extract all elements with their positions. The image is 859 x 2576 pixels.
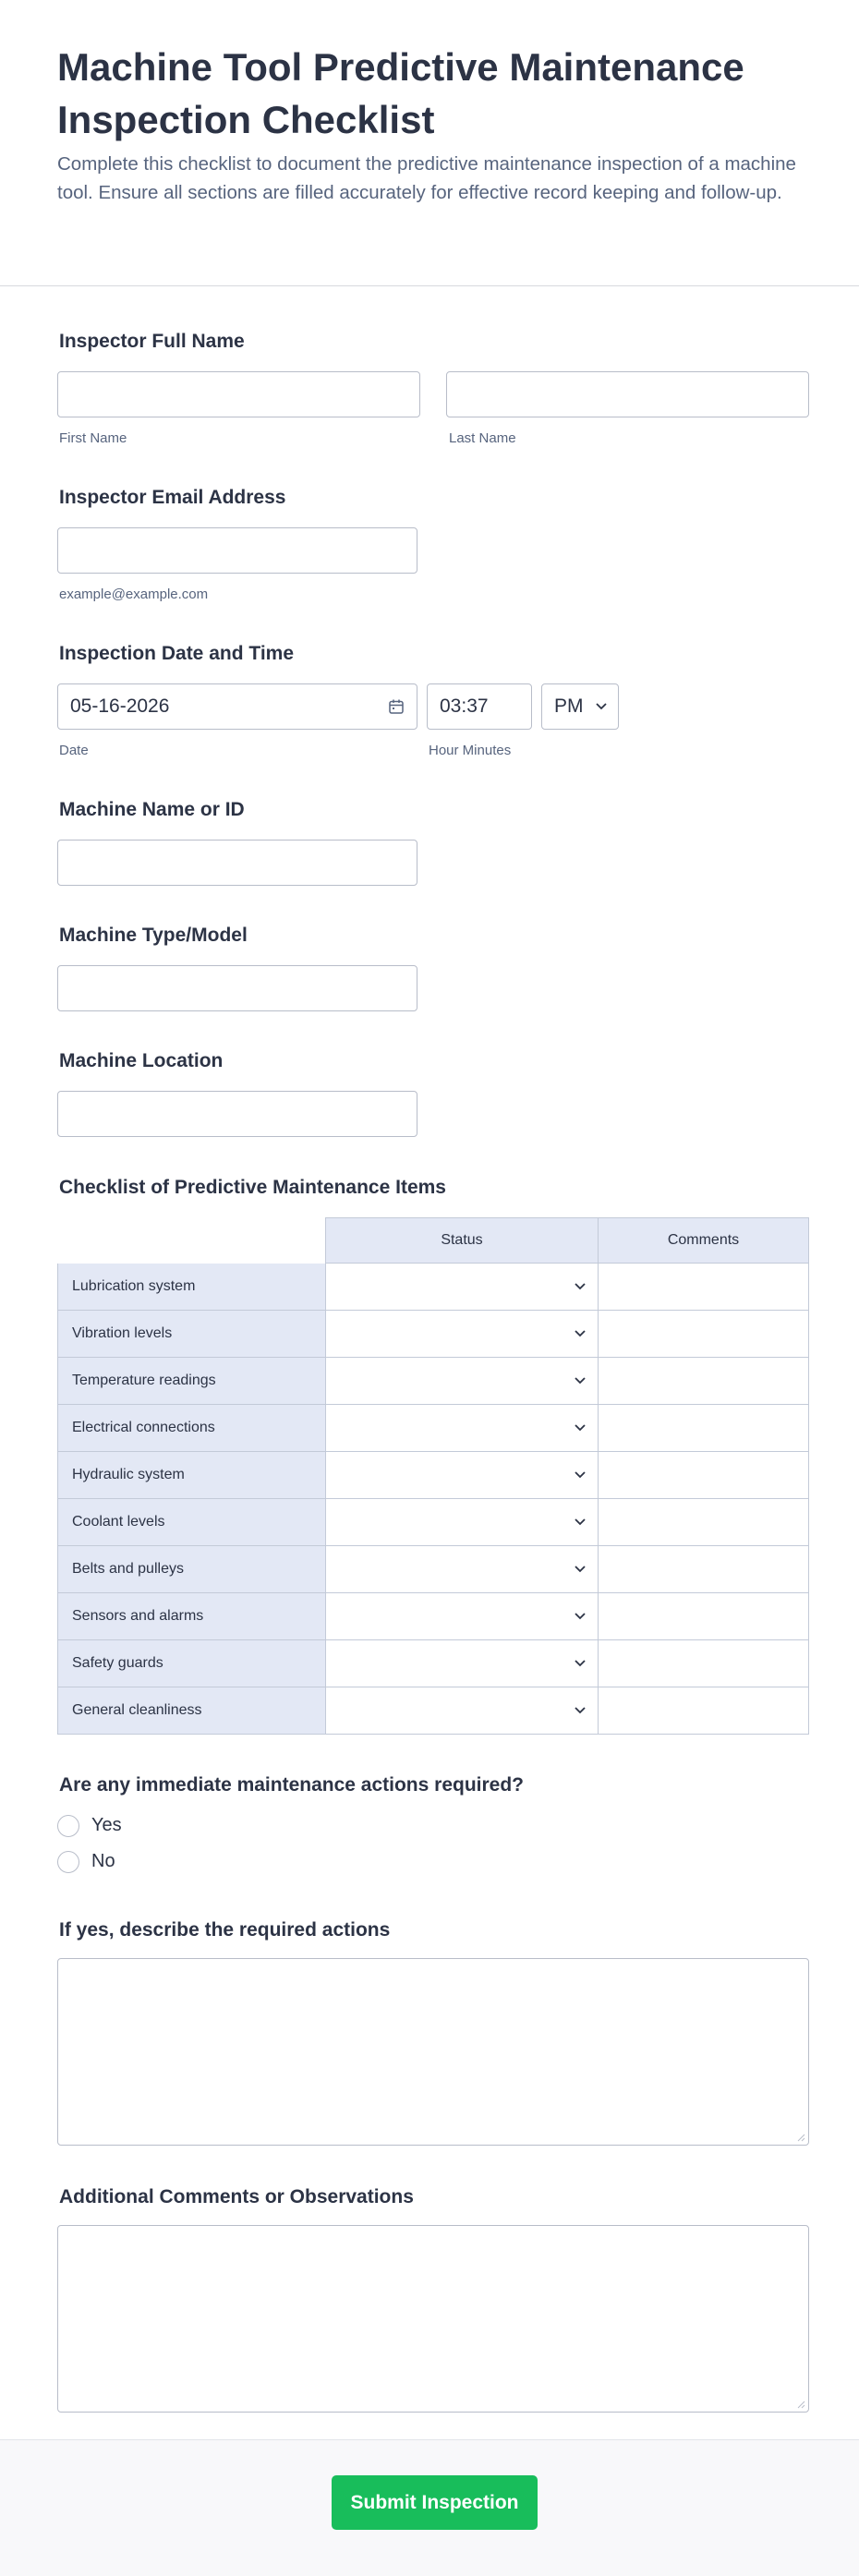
- chevron-down-icon: [574, 1518, 587, 1527]
- comments-input[interactable]: [598, 1687, 809, 1735]
- chevron-down-icon: [574, 1329, 587, 1338]
- row-label: Temperature readings: [57, 1358, 326, 1405]
- required-actions-label: If yes, describe the required actions: [59, 1919, 391, 1941]
- chevron-down-icon: [574, 1706, 587, 1715]
- machine-type-label: Machine Type/Model: [59, 925, 248, 946]
- radio-yes[interactable]: [57, 1815, 79, 1837]
- comments-input[interactable]: [598, 1405, 809, 1452]
- table-row: [57, 1358, 809, 1405]
- status-select[interactable]: [325, 1452, 599, 1499]
- machine-name-input[interactable]: [57, 840, 417, 886]
- inspector-email-label: Inspector Email Address: [59, 487, 286, 508]
- last-name-sublabel: Last Name: [449, 430, 516, 446]
- column-header-status: Status: [325, 1217, 599, 1264]
- status-select[interactable]: [325, 1687, 599, 1735]
- machine-location-input[interactable]: [57, 1091, 417, 1137]
- table-row: [57, 1546, 809, 1593]
- status-select[interactable]: [325, 1546, 599, 1593]
- status-select[interactable]: [325, 1358, 599, 1405]
- time-input[interactable]: 03:37: [427, 683, 532, 730]
- inspection-datetime-label: Inspection Date and Time: [59, 643, 294, 664]
- table-row: [57, 1264, 809, 1311]
- row-label: Coolant levels: [57, 1499, 326, 1546]
- comments-input[interactable]: [598, 1264, 809, 1311]
- comments-input[interactable]: [598, 1640, 809, 1687]
- chevron-down-icon: [574, 1282, 587, 1291]
- radio-no[interactable]: [57, 1851, 79, 1873]
- row-label: Lubrication system: [57, 1264, 326, 1311]
- status-select[interactable]: [325, 1640, 599, 1687]
- immediate-actions-label: Are any immediate maintenance actions required?: [59, 1774, 524, 1796]
- machine-name-label: Machine Name or ID: [59, 799, 245, 820]
- table-row: [57, 1593, 809, 1640]
- comments-input[interactable]: [598, 1593, 809, 1640]
- row-label: Electrical connections: [57, 1405, 326, 1452]
- time-sublabel: Hour Minutes: [429, 743, 512, 758]
- table-row: [57, 1640, 809, 1687]
- chevron-down-icon: [574, 1565, 587, 1574]
- column-header-comments: Comments: [598, 1217, 809, 1264]
- row-label: Safety guards: [57, 1640, 326, 1687]
- chevron-down-icon: [595, 702, 608, 711]
- resize-handle-icon[interactable]: [796, 2400, 805, 2409]
- email-input[interactable]: [57, 527, 417, 574]
- row-label: Hydraulic system: [57, 1452, 326, 1499]
- machine-type-input[interactable]: [57, 965, 417, 1011]
- row-label: General cleanliness: [57, 1687, 326, 1735]
- additional-comments-textarea[interactable]: [57, 2225, 809, 2413]
- form-header: [0, 0, 859, 286]
- radio-yes-label[interactable]: Yes: [91, 1815, 122, 1835]
- row-label: Sensors and alarms: [57, 1593, 326, 1640]
- date-sublabel: Date: [59, 743, 89, 758]
- email-sublabel: example@example.com: [59, 587, 209, 602]
- submit-button[interactable]: Submit Inspection: [332, 2475, 538, 2530]
- form-title: Machine Tool Predictive Maintenance Inspection Checklist: [57, 45, 744, 141]
- last-name-input[interactable]: [446, 371, 809, 417]
- checklist-label: Checklist of Predictive Maintenance Items: [59, 1177, 446, 1198]
- radio-no-label[interactable]: No: [91, 1851, 115, 1871]
- calendar-icon[interactable]: [388, 698, 405, 715]
- table-row: [57, 1405, 809, 1452]
- required-actions-textarea[interactable]: [57, 1958, 809, 2146]
- status-select[interactable]: [325, 1405, 599, 1452]
- comments-input[interactable]: [598, 1311, 809, 1358]
- chevron-down-icon: [574, 1612, 587, 1621]
- first-name-sublabel: First Name: [59, 430, 127, 446]
- table-row: [57, 1687, 809, 1735]
- table-row: [57, 1311, 809, 1358]
- chevron-down-icon: [574, 1376, 587, 1385]
- form-description: Complete this checklist to document the predictive maintenance inspection of a machine tool. Ensure all sections are filled accurately for effective record keeping and follow-up.: [57, 153, 796, 203]
- chevron-down-icon: [574, 1470, 587, 1480]
- comments-input[interactable]: [598, 1499, 809, 1546]
- row-label: Vibration levels: [57, 1311, 326, 1358]
- ampm-select[interactable]: PM: [541, 683, 619, 730]
- comments-input[interactable]: [598, 1546, 809, 1593]
- comments-input[interactable]: [598, 1358, 809, 1405]
- status-select[interactable]: [325, 1311, 599, 1358]
- status-select[interactable]: [325, 1593, 599, 1640]
- resize-handle-icon[interactable]: [796, 2133, 805, 2142]
- status-select[interactable]: [325, 1499, 599, 1546]
- date-input[interactable]: 05-16-2026: [57, 683, 417, 730]
- table-row: [57, 1499, 809, 1546]
- chevron-down-icon: [574, 1659, 587, 1668]
- chevron-down-icon: [574, 1423, 587, 1433]
- status-select[interactable]: [325, 1264, 599, 1311]
- row-label: Belts and pulleys: [57, 1546, 326, 1593]
- comments-input[interactable]: [598, 1452, 809, 1499]
- additional-comments-label: Additional Comments or Observations: [59, 2186, 414, 2207]
- machine-location-label: Machine Location: [59, 1050, 224, 1071]
- first-name-input[interactable]: [57, 371, 420, 417]
- inspector-name-label: Inspector Full Name: [59, 331, 245, 352]
- table-row: [57, 1452, 809, 1499]
